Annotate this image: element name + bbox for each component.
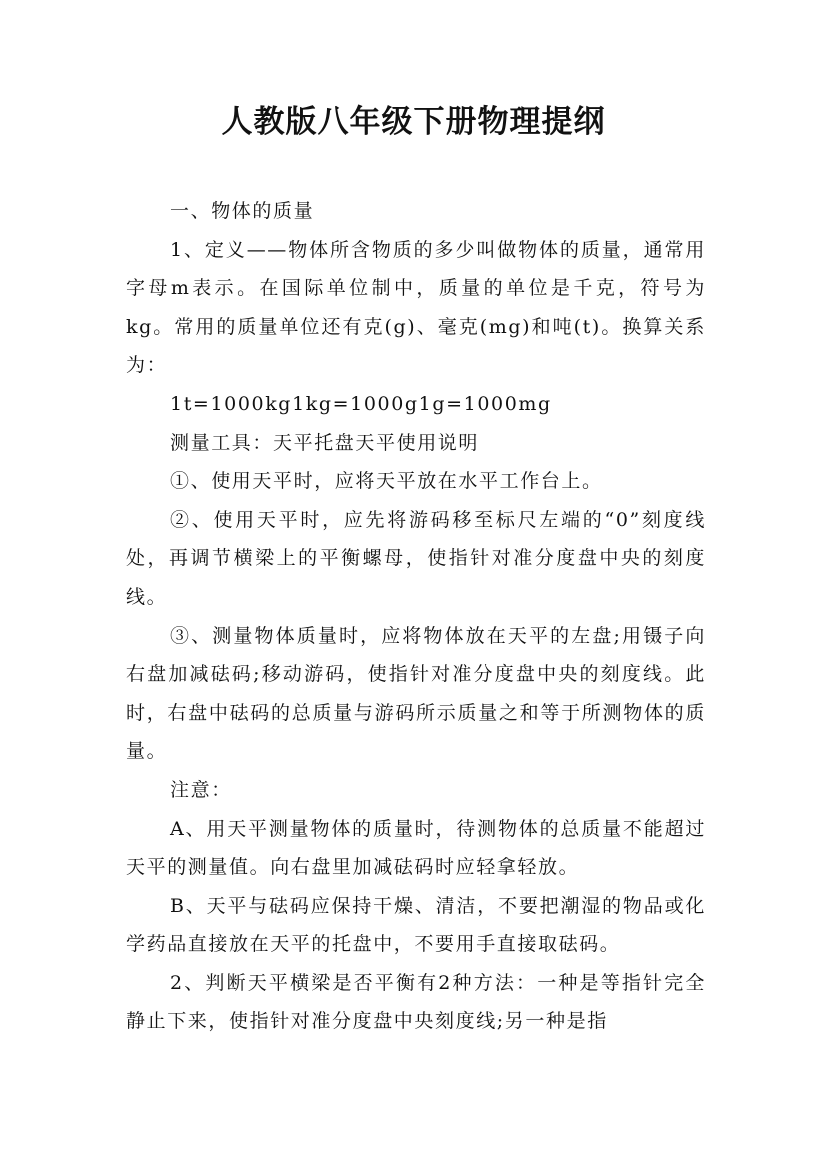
paragraph-balance-check: 2、判断天平横梁是否平衡有2种方法：一种是等指针完全静止下来，使指针对准分度盘中央刻度线;另一种是指 — [126, 971, 706, 1033]
paragraph-notice-b: B、天平与砝码应保持干燥、清洁，不要把潮湿的物品或化学药品直接放在天平的托盘中，不要用手直接取砝码。 — [126, 894, 706, 956]
paragraph-step-2: ②、使用天平时，应先将游码移至标尺左端的“0”刻度线处，再调节横梁上的平衡螺母，使指针对准分度盘中央的刻度线。 — [126, 508, 706, 608]
paragraph-conversion: 1t=1000kg1kg=1000g1g=1000mg — [170, 392, 552, 415]
document-body — [126, 192, 706, 1041]
paragraph-step-3: ③、测量物体质量时，应将物体放在天平的左盘;用镊子向右盘加减砝码;移动游码，使指针对准分度盘中央的刻度线。此时，右盘中砝码的总质量与游码所示质量之和等于所测物体的质量。 — [126, 624, 706, 763]
paragraph-definition: 1、定义——物体所含物质的多少叫做物体的质量，通常用字母m表示。在国际单位制中，质量的单位是千克，符号为kg。常用的质量单位还有克(g)、毫克(mg)和吨(t)。换算关系为： — [126, 238, 706, 377]
paragraph-measuring-tool: 测量工具：天平托盘天平使用说明 — [170, 431, 480, 454]
document-title: 人教版八年级下册物理提纲 — [221, 104, 606, 140]
paragraph-notice-a: A、用天平测量物体的质量时，待测物体的总质量不能超过天平的测量值。向右盘里加减砝码时应轻拿轻放。 — [126, 817, 706, 879]
section-heading-mass: 一、物体的质量 — [170, 200, 315, 222]
paragraph-step-1: ①、使用天平时，应将天平放在水平工作台上。 — [170, 470, 603, 493]
paragraph-notice-heading: 注意： — [170, 778, 232, 801]
